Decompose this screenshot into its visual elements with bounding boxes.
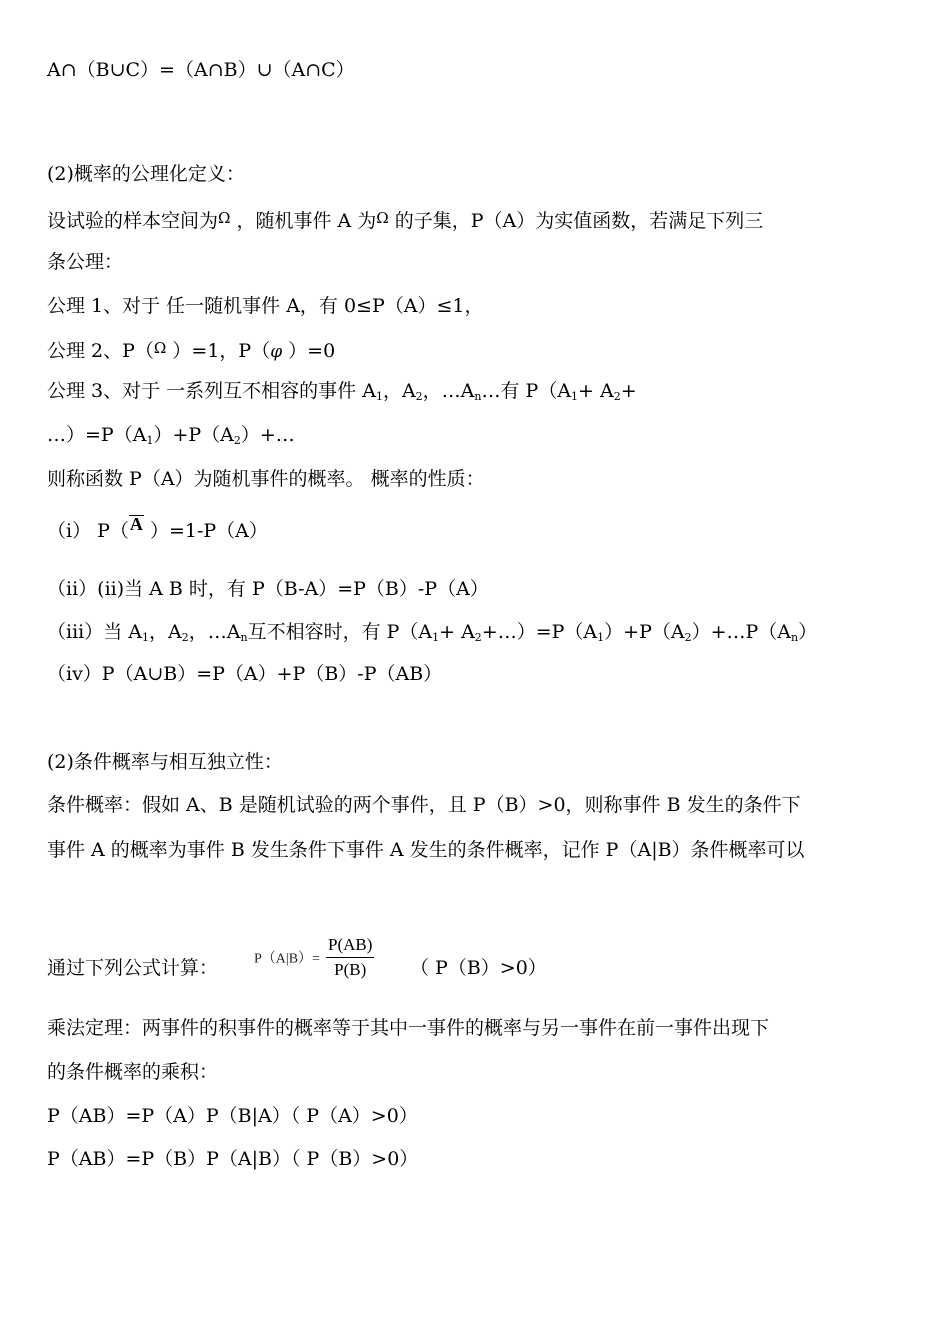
conclusion-line: 则称函数 P（A）为随机事件的概率。 概率的性质： [47,468,485,490]
multiplication-eq1: P（AB）=P（A）P（B|A）（ P（A）>0） [47,1105,418,1127]
omega-symbol: Ω [218,209,231,227]
phi-symbol: φ [270,342,283,362]
multiplication-eq2: P（AB）=P（B）P（A|B）（ P（B）>0） [47,1148,419,1170]
axiom-intro-line2: 条公理： [47,251,124,273]
formula-denominator: P(B) [334,960,367,979]
axiom3-line2: $\dots)=P(A_1)+P(A_2)+\dots$ [47,424,295,447]
multiplication-line1: 乘法定理：两事件的积事件的概率等于其中一事件的概率与另一事件在前一事件出现下 [47,1017,770,1039]
conditional-heading: (2)条件概率与相互独立性： [47,751,283,773]
axiom-intro-line: 设试验的样本空间为$^\Omega$ ，随机事件 A 为$^\Omega$ 的子集，P（A）为实值函数，若满足下列三 [47,209,764,232]
set-identity-line: A∩（B∪C）=（A∩B）∪（A∩C） [47,59,355,81]
property1-line: （i） P（A ）=1-P（A） [47,514,268,542]
property3-line: （iii）当 $A_1$，$A_2$，$\dots A_n$互不相容时，有 $P(A_1+$ $A_2+\dots)=P(A_1)+P(A_2)+\dots P(A_n)$ [47,621,818,644]
axiom2-line: 公理 2、P（$^\Omega$ ）=1，P（φ ）=0 [47,339,336,362]
conditional-def-line1: 条件概率：假如 A、B 是随机试验的两个事件，且 P（B）>0，则称事件 B 发生的条件下 [47,794,801,816]
property4-line: （iv）P（A∪B）=P（A）+P（B）-P（AB） [47,663,443,685]
axiom-heading: (2)概率的公理化定义： [47,163,245,185]
conditional-def-line2: 事件 A 的概率为事件 B 发生条件下事件 A 发生的条件概率，记作 P（A|B）条件概率可以 [47,839,805,861]
formula-condition: （ P（B）>0） [410,957,547,979]
a-complement-symbol: A [129,514,143,534]
axiom3-line: 公理 3、对于 一系列互不相容的事件 $A_1$，$A_2$，$\dots A_n\dots$有 $P(A_1+ A_2+$ [47,380,637,403]
omega-symbol: Ω [153,339,167,357]
property2-line: （ii）(ii)当 A B 时，有 P（B-A）=P（B）-P（A） [47,578,489,600]
formula-numerator: P(AB) [326,935,374,958]
multiplication-line2: 的条件概率的乘积： [47,1061,219,1083]
formula-prefix: 通过下列公式计算： [47,957,219,979]
conditional-formula [254,935,374,980]
omega-symbol: Ω [376,209,389,227]
formula-fraction [326,935,374,980]
axiom1-line: 公理 1、对于 任一随机事件 A，有 0≤P（A）≤1， [47,295,484,317]
formula-lhs: P（A|B）= [254,951,320,967]
